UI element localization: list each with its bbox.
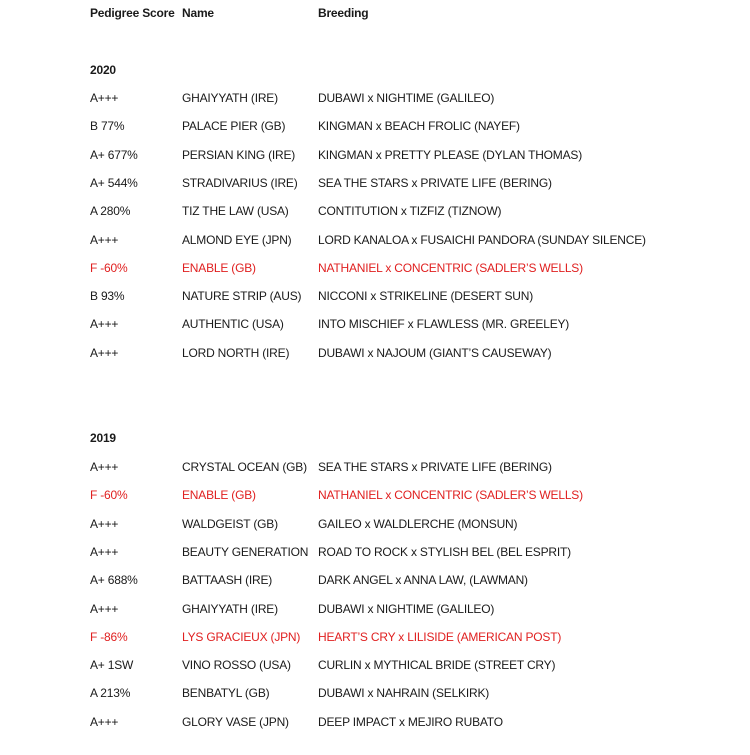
breeding: DEEP IMPACT x MEJIRO RUBATO (318, 714, 503, 729)
breeding: HEART’S CRY x LILISIDE (AMERICAN POST) (318, 629, 562, 644)
breeding: DARK ANGEL x ANNA LAW, (LAWMAN) (318, 573, 528, 588)
pedigree-score: A+++ (90, 460, 119, 474)
horse-name: TIZ THE LAW (USA) (182, 204, 289, 219)
section-year-2020 (0, 61, 750, 79)
table-row (0, 628, 750, 646)
table-row (0, 458, 750, 476)
breeding: DUBAWI x NAHRAIN (SELKIRK) (318, 686, 490, 701)
table-row (0, 713, 750, 731)
header-pedigree-score: Pedigree Score (90, 6, 175, 20)
breeding: DUBAWI x NIGHTIME (GALILEO) (318, 601, 495, 616)
table-row (0, 515, 750, 533)
section-year-2019 (0, 429, 750, 447)
pedigree-score: A+++ (90, 317, 119, 332)
pedigree-score: A+++ (90, 544, 119, 559)
breeding: ROAD TO ROCK x STYLISH BEL (BEL ESPRIT) (318, 544, 571, 559)
pedigree-score: A+ 544% (90, 175, 138, 190)
table-row (0, 259, 750, 277)
pedigree-score: A+ 1SW (90, 658, 134, 673)
breeding: LORD KANALOA x FUSAICHI PANDORA (SUNDAY SILENCE) (318, 232, 646, 247)
table-row (0, 543, 750, 561)
horse-name: ENABLE (GB) (182, 260, 256, 275)
table-row (0, 89, 750, 107)
table-row (0, 202, 750, 220)
horse-name: BENBATYL (GB) (182, 686, 270, 701)
horse-name: PERSIAN KING (IRE) (182, 147, 296, 162)
year-heading: 2019 (90, 431, 116, 445)
breeding: CONTITUTION x TIZFIZ (TIZNOW) (318, 204, 502, 219)
pedigree-score: A+ 677% (90, 147, 138, 162)
horse-name: VINO ROSSO (USA) (182, 658, 291, 673)
horse-name: GHAIYYATH (IRE) (182, 601, 278, 616)
horse-name: LORD NORTH (IRE) (182, 345, 290, 360)
horse-name: CRYSTAL OCEAN (GB) (182, 460, 307, 474)
table-row (0, 231, 750, 249)
horse-name: ALMOND EYE (JPN) (182, 232, 292, 247)
horse-name: NATURE STRIP (AUS) (182, 289, 302, 304)
breeding: NATHANIEL x CONCENTRIC (SADLER’S WELLS) (318, 260, 583, 275)
breeding: SEA THE STARS x PRIVATE LIFE (BERING) (318, 460, 552, 474)
breeding: GAILEO x WALDLERCHE (MONSUN) (318, 516, 518, 531)
pedigree-score: F -60% (90, 488, 128, 503)
horse-name: PALACE PIER (GB) (182, 119, 286, 134)
table-row (0, 571, 750, 589)
pedigree-score: B 77% (90, 119, 125, 134)
table-row (0, 344, 750, 362)
breeding: CURLIN x MYTHICAL BRIDE (STREET CRY) (318, 658, 556, 673)
breeding: INTO MISCHIEF x FLAWLESS (MR. GREELEY) (318, 317, 570, 332)
breeding: SEA THE STARS x PRIVATE LIFE (BERING) (318, 175, 552, 190)
breeding: DUBAWI x NIGHTIME (GALILEO) (318, 91, 495, 105)
column-header-row (0, 4, 750, 22)
breeding: DUBAWI x NAJOUM (GIANT’S CAUSEWAY) (318, 345, 552, 360)
year-heading: 2020 (90, 63, 116, 77)
pedigree-score: A+++ (90, 91, 119, 105)
pedigree-score: A+ 688% (90, 573, 138, 588)
horse-name: BEAUTY GENERATION (182, 544, 309, 559)
table-row (0, 117, 750, 135)
table-row (0, 146, 750, 164)
header-breeding: Breeding (318, 6, 369, 20)
pedigree-score: B 93% (90, 289, 125, 304)
horse-name: GHAIYYATH (IRE) (182, 91, 278, 105)
breeding: KINGMAN x PRETTY PLEASE (DYLAN THOMAS) (318, 147, 583, 162)
header-name: Name (182, 6, 214, 20)
pedigree-score: F -86% (90, 629, 128, 644)
pedigree-score: A+++ (90, 516, 119, 531)
breeding: KINGMAN x BEACH FROLIC (NAYEF) (318, 119, 520, 134)
pedigree-score: A 213% (90, 686, 131, 701)
table-row (0, 287, 750, 305)
pedigree-score: A 280% (90, 204, 131, 219)
table-row (0, 656, 750, 674)
table-row (0, 486, 750, 504)
table-row (0, 684, 750, 702)
horse-name: LYS GRACIEUX (JPN) (182, 629, 301, 644)
pedigree-score: A+++ (90, 345, 119, 360)
horse-name: BATTAASH (IRE) (182, 573, 273, 588)
horse-name: STRADIVARIUS (IRE) (182, 175, 298, 190)
breeding: NICCONI x STRIKELINE (DESERT SUN) (318, 289, 533, 304)
breeding: NATHANIEL x CONCENTRIC (SADLER’S WELLS) (318, 488, 583, 503)
pedigree-score: A+++ (90, 601, 119, 616)
table-row (0, 174, 750, 192)
table-row (0, 315, 750, 333)
horse-name: AUTHENTIC (USA) (182, 317, 284, 332)
horse-name: GLORY VASE (JPN) (182, 714, 289, 729)
pedigree-score: F -60% (90, 260, 128, 275)
table-row (0, 600, 750, 618)
horse-name: WALDGEIST (GB) (182, 516, 278, 531)
horse-name: ENABLE (GB) (182, 488, 256, 503)
pedigree-score: A+++ (90, 232, 119, 247)
pedigree-score: A+++ (90, 714, 119, 729)
